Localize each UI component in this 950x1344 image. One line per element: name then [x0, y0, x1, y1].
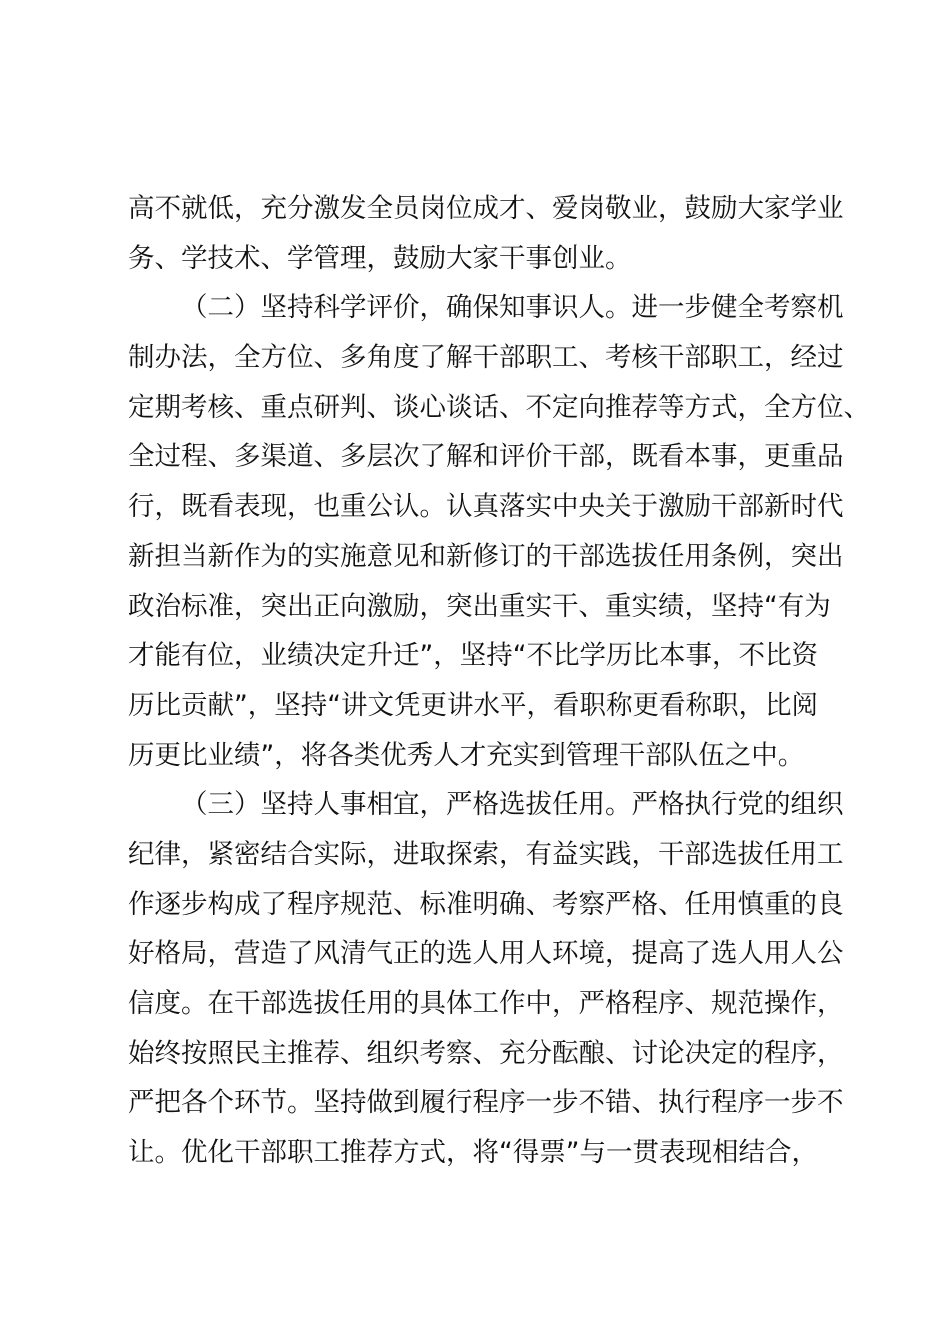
- section-heading-line: （三）坚持人事相宜，严格选拔任用。严格执行党的组织: [181, 789, 844, 821]
- text-line: 才能有位，业绩决定升迁”，坚持“不比学历比本事，不比资: [128, 640, 818, 672]
- text-line: 好格局，营造了风清气正的选人用人环境，提高了选人用人公: [128, 938, 844, 970]
- text-line: 严把各个环节。坚持做到履行程序一步不错、执行程序一步不: [128, 1087, 844, 1119]
- text-line: 始终按照民主推荐、组织考察、充分酝酿、讨论决定的程序，: [128, 1037, 844, 1069]
- text-line: 高不就低，充分激发全员岗位成才、爱岗敬业，鼓励大家学业: [128, 193, 844, 224]
- text-line: 信度。在干部选拔任用的具体工作中，严格程序、规范操作，: [128, 988, 844, 1019]
- text-line: 新担当新作为的实施意见和新修订的干部选拔任用条例，突出: [128, 540, 844, 572]
- text-line: 政治标准，突出正向激励，突出重实干、重实绩，坚持“有为: [128, 590, 831, 622]
- text-line: 制办法，全方位、多角度了解干部职工、考核干部职工，经过: [128, 342, 844, 374]
- text-line: 历更比业绩”，将各类优秀人才充实到管理干部队伍之中。: [128, 739, 805, 771]
- body-text: [128, 184, 870, 1178]
- text-line: 纪律，紧密结合实际，进取探索，有益实践，干部选拔任用工: [128, 838, 844, 870]
- text-line: 历比贡献”，坚持“讲文凭更讲水平，看职称更看称职，比阅: [128, 689, 818, 721]
- text-line: 让。优化干部职工推荐方式，将“得票”与一贯表现相结合，: [128, 1137, 818, 1169]
- text-line: 全过程、多渠道、多层次了解和评价干部，既看本事，更重品: [128, 441, 844, 473]
- text-line: 行，既看表现，也重公认。认真落实中央关于激励干部新时代: [128, 491, 844, 523]
- text-line: 作逐步构成了程序规范、标准明确、考察严格、任用慎重的良: [128, 888, 844, 920]
- section-heading-line: （二）坚持科学评价，确保知事识人。进一步健全考察机: [181, 292, 844, 324]
- text-line: 务、学技术、学管理，鼓励大家干事创业。: [128, 242, 632, 274]
- text-line: 定期考核、重点研判、谈心谈话、不定向推荐等方式，全方位、: [128, 391, 870, 423]
